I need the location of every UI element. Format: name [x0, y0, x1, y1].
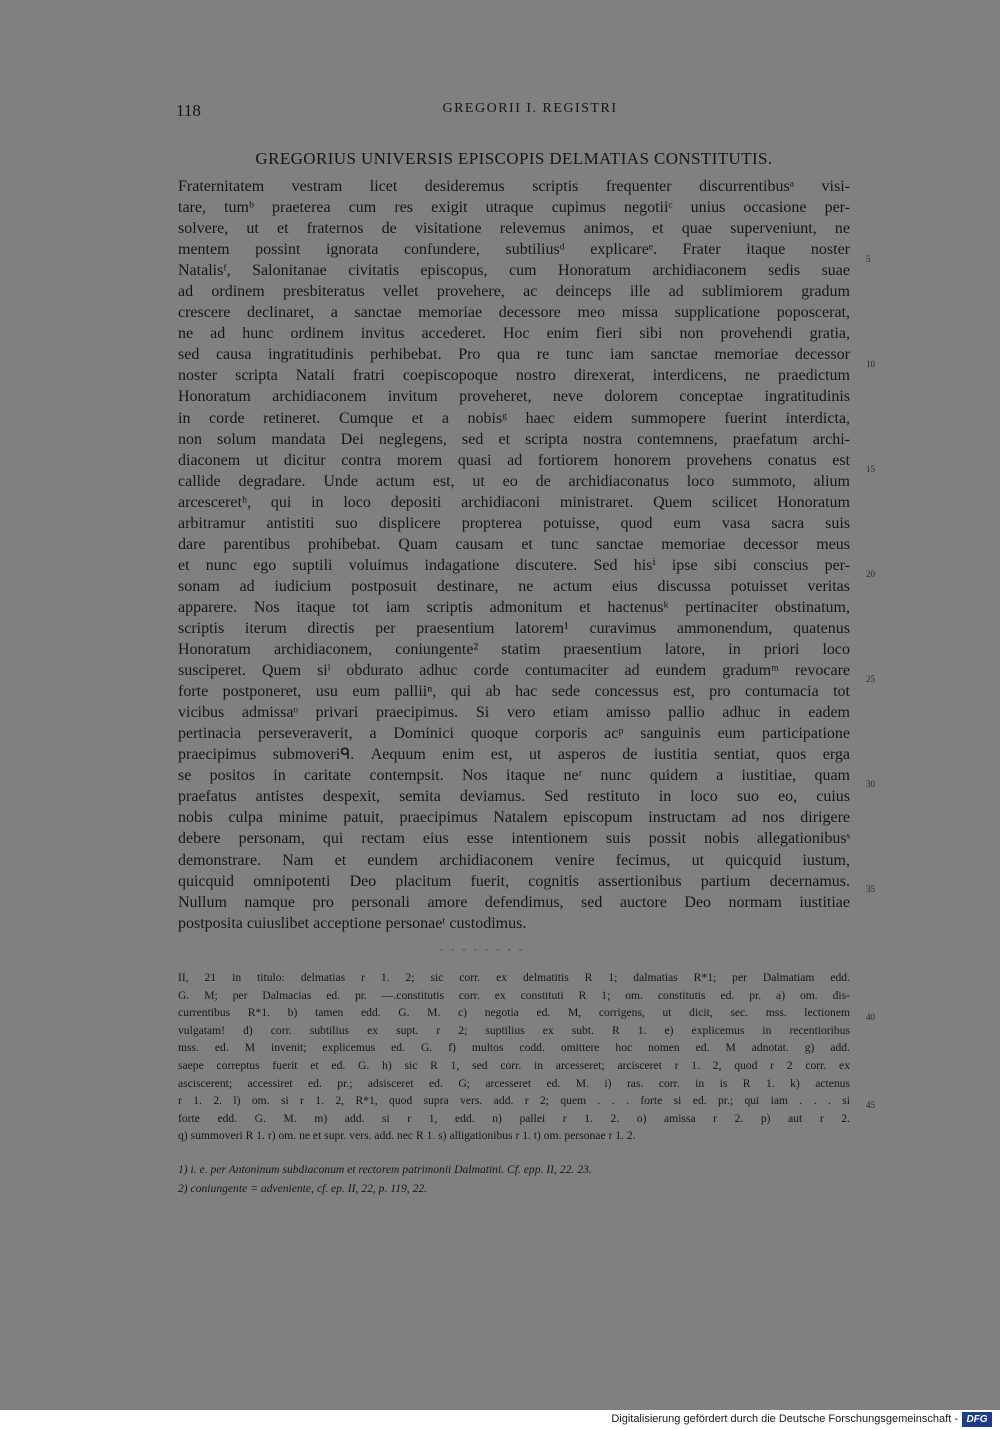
text-line: praecipimus submoveriᑫ. Aequum enim est, ut asperos de iustitia sentiat, quos erga: [178, 746, 850, 764]
apparatus-line: currentibus R*1. b) tamen edd. G. M. c) negotia ed. M, corrigens, ut dicit, sec. mss. lectionem: [178, 1006, 850, 1020]
text-line: arcesceretʰ, qui in loco depositi archidiaconi ministraret. Quem scilicet Honoratum: [178, 493, 850, 511]
text-line: noster scripta Natali fratri coepiscopoque nostro direxerat, interdicens, ne praedictum: [178, 367, 850, 385]
apparatus-line: G. M; per Dalmacias ed. pr. —.constitutis corr. ex constituti R 1; om. constitutis ed. pr. a) om. dis-: [178, 988, 850, 1002]
text-line: Nullum namque pro personali amore defendimus, sed auctore Deo normam iustitiae: [178, 893, 850, 911]
dfg-logo: DFG: [962, 1412, 992, 1427]
text-line: susciperet. Quem siˡ obdurato adhuc corde contumaciter ad eundem gradumᵐ revocare: [178, 662, 850, 680]
text-line: demonstrare. Nam et eundem archidiaconem venire fecimus, ut quicquid iustum,: [178, 851, 850, 869]
text-line: sed causa ingratitudinis perhibebat. Pro qua re tunc iam sanctae memoriae decessor: [178, 346, 850, 364]
footnotes: [178, 1160, 850, 1198]
line-number: 45: [866, 1100, 875, 1110]
text-line: apparere. Nos itaque tot iam scriptis admonitum et hactenusᵏ pertinaciter obstinatum,: [178, 598, 850, 616]
text-line: praefatus antistes despexit, semita deviamus. Sed restituto in loco suo eo, cuius: [178, 788, 850, 806]
text-line: scriptis iterum directis per praesentium latorem¹ curavimus ammonendum, quatenus: [178, 619, 850, 637]
text-line: dare parentibus prohibebat. Quam causam et tunc sanctae memoriae decessor meus: [178, 535, 850, 553]
footer-bar: [0, 1410, 1000, 1430]
text-line: mentem possint ignorata confundere, subtiliusᵈ explicareᵉ. Frater itaque noster: [178, 241, 850, 259]
text-line: se positos in caritate contempsit. Nos itaque neʳ nunc quidem a iustitiae, quam: [178, 767, 850, 785]
text-line: arbitramur antistiti suo displicere propterea potuisse, quod eum vasa sacra suis: [178, 514, 850, 532]
page-number: 118: [176, 101, 201, 120]
running-head: GREGORII I. REGISTRI: [442, 101, 618, 116]
text-line: quicquid omnipotenti Deo placitum fuerit, cognitis assertionibus partium decernamus.: [178, 872, 850, 890]
text-line: Fraternitatem vestram licet desideremus scriptis frequenter discurrentibusᵃ visi-: [178, 178, 850, 195]
text-line: Honoratum archidiaconem, coniungente² statim praesentium latore, in priori loco: [178, 641, 850, 659]
text-line: Honoratum archidiaconem invitum proveheret, neve dolorem conceptae ingratitudinis: [178, 388, 850, 406]
text-line: pertinacia perseveraverit, a Dominici quoque corporis acᵖ sanguinis eum participatione: [178, 725, 850, 743]
letter-title: GREGORIUS UNIVERSIS EPISCOPIS DELMATIAS CONSTITUTIS.: [255, 149, 773, 168]
line-number: 10: [866, 359, 875, 369]
text-line: debere personam, qui rectam eius esse intentionem suis possit nobis allegationibusˢ: [178, 830, 850, 848]
text-line: ad ordinem presbiteratus vellet provehere, ac deinceps ille ad sublimiorem gradum: [178, 283, 850, 301]
apparatus-line: q) summoveri R 1. r) om. ne et supr. vers. add. nec R 1. s) alligationibus r 1. t) om. personae r 1. 2.: [178, 1129, 636, 1143]
funding-credit: Digitalisierung gefördert durch die Deutsche Forschungsgemeinschaft -: [611, 1413, 958, 1425]
text-line: solvere, ut et fraternos de visitatione relevemus animos, et quae superveniunt, ne: [178, 220, 850, 238]
text-line: crescere declinaret, a sanctae memoriae decessore meo missa supplicatione poposcerat,: [178, 304, 850, 322]
text-line: forte postponeret, usu eum palliiⁿ, qui ab hac sede concessus est, pro contumacia tot: [178, 683, 850, 701]
line-number: 30: [866, 779, 875, 789]
apparatus-line: r 1. 2. l) om. si r 1. 2, R*1, quod supra vers. add. r 2; quem . . . forte si ed. pr.; qui iam . . . si: [178, 1094, 850, 1108]
apparatus-line: vulgatam! d) corr. subtilius ex supt. r 2; suptilius ex subt. R 1. e) explicemus in recentioribus: [178, 1023, 850, 1037]
line-number: 35: [866, 884, 875, 894]
text-line: nobis culpa minime patuit, praecipimus Natalem episcopum instructam ad nos dirigere: [178, 809, 850, 827]
text-line: vicibus admissaᵒ privari praecipimus. Si vero etiam amisso pallio adhuc in eadem: [178, 704, 850, 722]
letter-body: [178, 176, 850, 934]
footnote: 2) coniungente = adveniente, cf. ep. II, 22, p. 119, 22.: [178, 1182, 428, 1195]
text-line: callide degradare. Unde actum est, ut eo de archidiaconatus loco summoto, alium: [178, 472, 850, 490]
line-number: 40: [866, 1012, 875, 1022]
text-line: postposita cuiuslibet acceptione personaeᵗ custodimus.: [178, 914, 527, 932]
text-line: ne ad hunc ordinem invitus accederet. Hoc enim fieri sibi non provehendi gratia,: [178, 325, 850, 343]
critical-apparatus: [178, 969, 850, 1145]
text-line: Natalisᶠ, Salonitanae civitatis episcopus, cum Honoratum archidiaconem sedis suae: [178, 262, 850, 280]
text-line: et nunc ego suptili voluimus indagatione discutere. Sed hisⁱ ipse sibi conscius per-: [178, 556, 850, 574]
line-number: 20: [866, 569, 875, 579]
text-line: diaconem ut dicitur contra morem quasi ad fortiorem honorem provehens conatus est: [178, 451, 850, 469]
section-separator: - - - - - - - -: [440, 944, 525, 954]
line-number: 5: [866, 254, 871, 264]
line-number: 15: [866, 464, 875, 474]
apparatus-line: II, 21 in titulo: delmatias r 1. 2; sic corr. ex delmatitis R 1; dalmatias R*1; per Dalmatiam edd.: [178, 971, 850, 984]
apparatus-line: asciscerent; accessiret ed. pr.; adsisceret ed. G; arcesseret ed. M. i) ras. corr. in is R 1. k) actenus: [178, 1076, 850, 1090]
text-line: in corde retineret. Cumque et a nobisᵍ haec eidem summopere fuerint interdicta,: [178, 409, 850, 427]
apparatus-line: saepe correptus fuerit et ed. G. h) sic R 1, sed corr. in arcesseret; arcisceret r 1. 2, quod r 2 corr. ex: [178, 1058, 850, 1072]
apparatus-line: mss. ed. M invenit; explicemus ed. G. f) multos codd. omittere hoc nomen ed. M adnotat. g) add.: [178, 1041, 850, 1055]
footnote: 1) i. e. per Antoninum subdiaconum et rectorem patrimonii Dalmatini. Cf. epp. II, 22. 23.: [178, 1163, 592, 1176]
text-line: sonam ad iudicium postposuit destinare, ne actum eius discussa potuisset veritas: [178, 577, 850, 595]
apparatus-line: forte edd. G. M. m) add. si r 1, edd. n) pallei r 1. 2. o) amissa r 2. p) aut r 2.: [178, 1111, 850, 1125]
text-line: non solum mandata Dei neglegens, sed et scripta nostra contemnens, praefatum archi-: [178, 430, 850, 448]
line-number: 25: [866, 674, 875, 684]
text-line: tare, tumᵇ praeterea cum res exigit utraque cupimus negotiiᶜ unius occasione per-: [178, 199, 850, 217]
